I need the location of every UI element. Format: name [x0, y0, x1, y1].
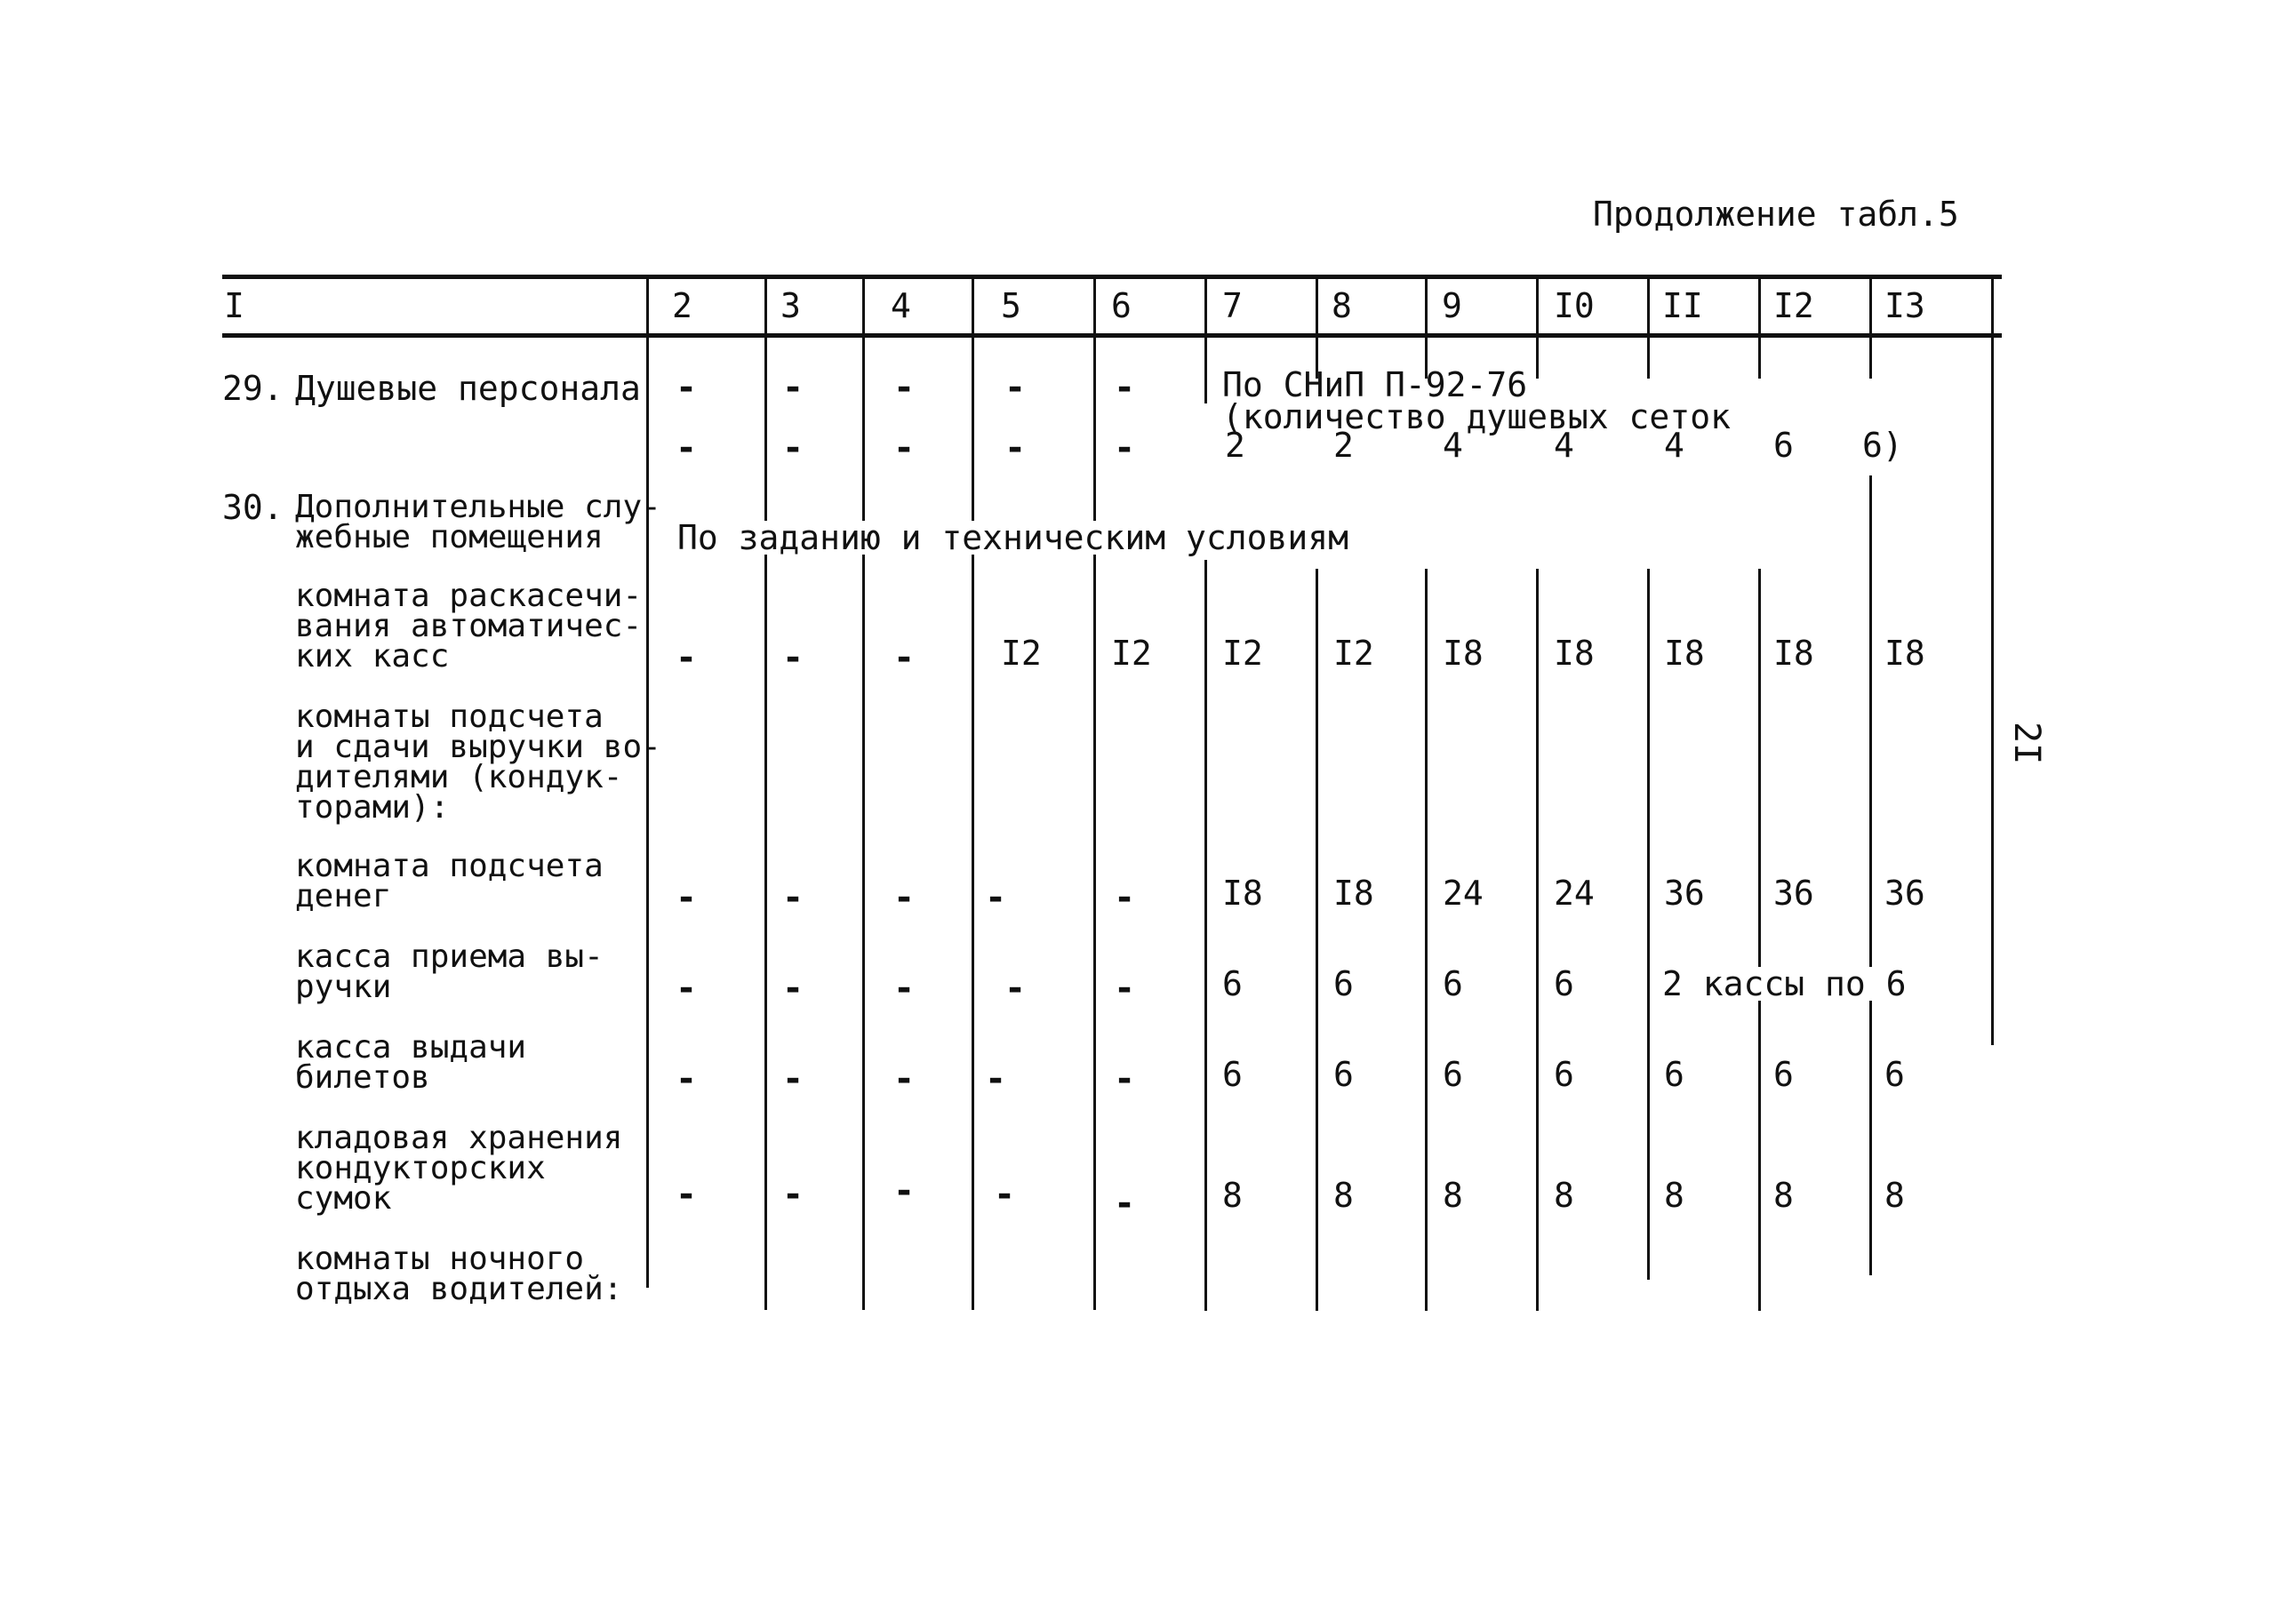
- table-cell: I2: [1222, 634, 1263, 673]
- col-sep: [1536, 569, 1539, 1311]
- table-cell: 36: [1773, 874, 1814, 913]
- row-label: кондукторских: [295, 1150, 546, 1186]
- note-line: (количество душевых сеток: [1222, 397, 1731, 436]
- col-sep: [1204, 279, 1207, 403]
- table-cell: 6: [1443, 964, 1463, 1003]
- cell-dash: -: [893, 367, 916, 408]
- header-bottom-rule: [222, 333, 2002, 338]
- col-sep: [646, 279, 649, 1288]
- row-label: ручки: [295, 969, 392, 1005]
- cell-dash: -: [782, 367, 804, 408]
- row-label: комната подсчета: [295, 848, 604, 884]
- header-cell: II: [1662, 286, 1703, 325]
- col-sep: [1758, 279, 1761, 379]
- table-cell: 4: [1664, 426, 1684, 465]
- row-number: 29.: [222, 369, 284, 408]
- span-note: По заданию и техническим условиям: [672, 521, 1354, 555]
- cell-dash: -: [782, 877, 804, 918]
- table-cell: 4: [1554, 426, 1574, 465]
- table-cell: 6: [1333, 1055, 1354, 1094]
- header-cell: I: [224, 286, 244, 325]
- table-cell: 6: [1773, 426, 1794, 465]
- cell-dash: -: [782, 637, 804, 678]
- cell-dash: -: [1114, 968, 1136, 1009]
- header-cell: I0: [1554, 286, 1595, 325]
- cell-dash: -: [1114, 877, 1136, 918]
- header-cell: 7: [1222, 286, 1243, 325]
- row-label: жебные помещения: [295, 519, 604, 555]
- table-caption: Продолжение табл.5: [1593, 195, 1959, 234]
- cell-dash: -: [985, 1058, 1007, 1099]
- table-cell: 4: [1443, 426, 1463, 465]
- row-label: билетов: [295, 1059, 430, 1096]
- cell-dash: -: [782, 1058, 804, 1099]
- col-sep: [1093, 279, 1096, 1310]
- col-sep: [1425, 569, 1428, 1311]
- table-cell: I8: [1222, 874, 1263, 913]
- table-cell: 8: [1443, 1176, 1463, 1215]
- table-cell: 6: [1222, 964, 1243, 1003]
- table-cell: 6: [1222, 1055, 1243, 1094]
- cell-dash: -: [994, 1174, 1016, 1215]
- header-cell: 2: [672, 286, 692, 325]
- cell-dash: -: [676, 968, 698, 1009]
- table-cell: I8: [1664, 634, 1705, 673]
- table-cell: 6: [1664, 1055, 1684, 1094]
- row-label: вания автоматичес-: [295, 608, 643, 644]
- table-cell: 24: [1443, 874, 1484, 913]
- col-sep: [1536, 279, 1539, 379]
- header-cell: 3: [780, 286, 801, 325]
- cell-dash: -: [893, 1170, 916, 1211]
- row-number: 30.: [222, 488, 284, 527]
- col-sep: [972, 279, 974, 1310]
- table-cell: 8: [1664, 1176, 1684, 1215]
- cell-dash: -: [782, 1174, 804, 1215]
- row-label: и сдачи выручки во-: [295, 729, 661, 765]
- col-sep: [1204, 560, 1207, 1311]
- cell-dash: -: [893, 637, 916, 678]
- row-label: кладовая хранения: [295, 1120, 623, 1156]
- cell-dash: -: [1004, 968, 1027, 1009]
- row-label: отдыха водителей:: [295, 1271, 623, 1307]
- table-cell: I2: [1333, 634, 1374, 673]
- col-sep: [1647, 279, 1650, 379]
- row-label: комнаты ночного: [295, 1241, 585, 1277]
- cell-dash: -: [893, 427, 916, 468]
- col-sep: [1869, 475, 1872, 1275]
- table-cell: I8: [1443, 634, 1484, 673]
- row-label: касса выдачи: [295, 1029, 527, 1066]
- table-cell: 8: [1884, 1176, 1905, 1215]
- cell-dash: -: [893, 877, 916, 918]
- cell-dash: -: [1004, 427, 1027, 468]
- col-sep: [764, 279, 767, 1310]
- table-cell: 8: [1554, 1176, 1574, 1215]
- col-sep: [1991, 279, 1994, 1045]
- table-cell: 6: [1333, 964, 1354, 1003]
- row-label: денег: [295, 878, 392, 914]
- cell-dash: -: [782, 968, 804, 1009]
- cell-dash: -: [893, 1058, 916, 1099]
- table-cell: 8: [1773, 1176, 1794, 1215]
- table-cell: 2: [1225, 426, 1245, 465]
- table-cell: I8: [1554, 634, 1595, 673]
- row-label: дителями (кондук-: [295, 759, 623, 795]
- table-cell: 6: [1773, 1055, 1794, 1094]
- table-cell: I8: [1884, 634, 1925, 673]
- cell-dash: -: [1114, 427, 1136, 468]
- col-sep: [1316, 569, 1318, 1311]
- cell-dash: -: [1114, 1058, 1136, 1099]
- row-label: ких касс: [295, 638, 450, 675]
- table-cell: 6: [1554, 1055, 1574, 1094]
- table-cell: 2: [1333, 426, 1354, 465]
- table-cell: I8: [1333, 874, 1374, 913]
- row-label: комнаты подсчета: [295, 699, 604, 735]
- table-cell: I2: [1111, 634, 1152, 673]
- span-note: 2 кассы по 6: [1659, 967, 1910, 1001]
- table-cell: 6: [1884, 1055, 1905, 1094]
- row-label: торами):: [295, 789, 450, 826]
- cell-dash: -: [676, 427, 698, 468]
- cell-dash: -: [676, 637, 698, 678]
- table-cell: I2: [1001, 634, 1042, 673]
- row-label: Душевые персонала: [295, 369, 641, 408]
- row-label: комната раскасечи-: [295, 578, 643, 614]
- row-label: Дополнительные слу-: [295, 489, 661, 525]
- table-cell: 6: [1443, 1055, 1463, 1094]
- col-sep: [1758, 569, 1761, 1311]
- header-cell: I3: [1884, 286, 1925, 325]
- table-cell: I8: [1773, 634, 1814, 673]
- cell-dash: -: [1114, 367, 1136, 408]
- row-label: касса приема вы-: [295, 938, 604, 975]
- header-cell: I2: [1773, 286, 1814, 325]
- cell-dash: -: [676, 367, 698, 408]
- col-sep: [1647, 569, 1650, 1280]
- cell-dash: -: [1114, 1183, 1136, 1224]
- header-cell: 4: [891, 286, 911, 325]
- col-sep: [1425, 279, 1428, 379]
- cell-dash: -: [676, 1174, 698, 1215]
- cell-dash: -: [676, 877, 698, 918]
- header-cell: 5: [1001, 286, 1021, 325]
- table-cell: 8: [1222, 1176, 1243, 1215]
- row-label: сумок: [295, 1180, 392, 1217]
- col-sep: [1316, 279, 1318, 379]
- col-sep: [1869, 279, 1872, 379]
- page-number: 2I: [2006, 722, 2047, 765]
- header-cell: 6: [1111, 286, 1132, 325]
- table-cell: 6): [1862, 426, 1903, 465]
- col-sep: [862, 279, 865, 1310]
- table-cell: 8: [1333, 1176, 1354, 1215]
- note-line: По СНиП П-92-76: [1222, 365, 1528, 404]
- cell-dash: -: [676, 1058, 698, 1099]
- header-cell: 9: [1442, 286, 1462, 325]
- cell-dash: -: [893, 968, 916, 1009]
- cell-dash: -: [1004, 367, 1027, 408]
- table-top-rule: [222, 275, 2002, 279]
- cell-dash: -: [985, 877, 1007, 918]
- table-cell: 6: [1554, 964, 1574, 1003]
- cell-dash: -: [782, 427, 804, 468]
- table-cell: 36: [1884, 874, 1925, 913]
- header-cell: 8: [1332, 286, 1352, 325]
- table-cell: 36: [1664, 874, 1705, 913]
- table-cell: 24: [1554, 874, 1595, 913]
